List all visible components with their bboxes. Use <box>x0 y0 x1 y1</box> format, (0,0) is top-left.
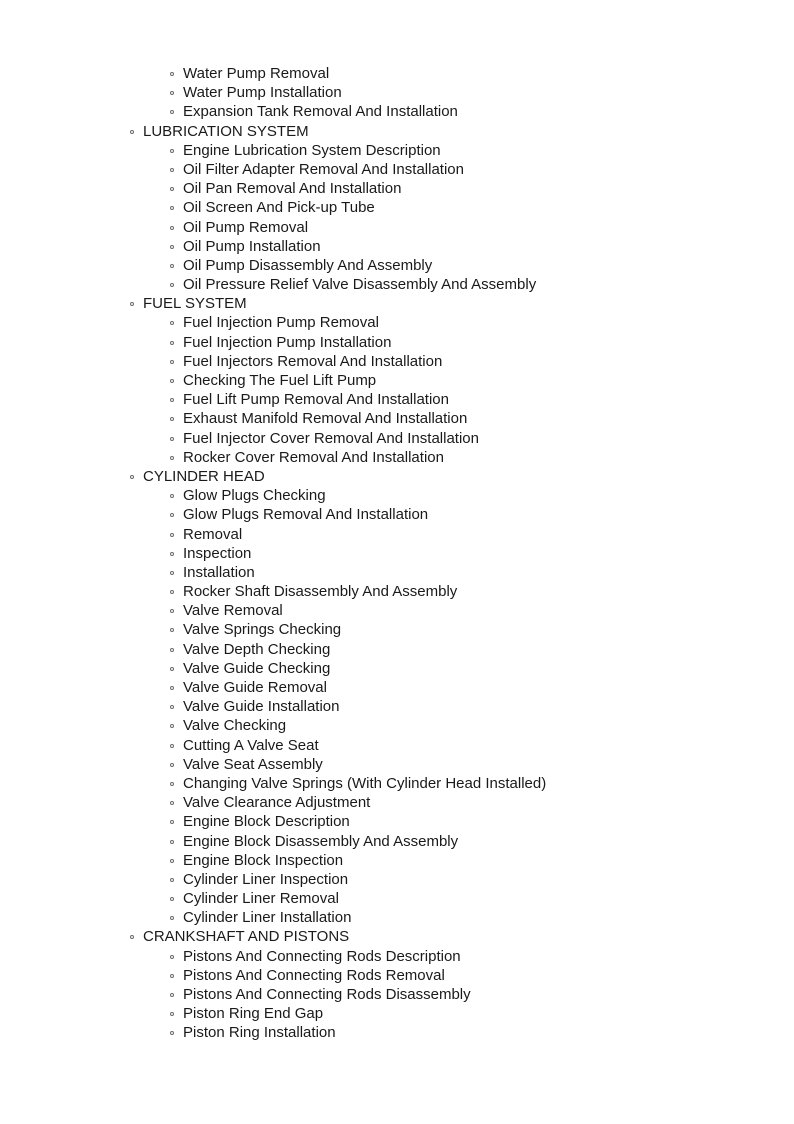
section-title: FUEL SYSTEM <box>143 295 247 313</box>
item-label: Valve Springs Checking <box>183 621 342 639</box>
bullet-icon <box>130 302 134 306</box>
toc-item-oil-pressure-relief-valve-disassembly-and-assembly <box>0 275 794 294</box>
bullet-icon <box>170 628 174 632</box>
toc-section-crankshaft-and-pistons <box>0 927 794 946</box>
bullet-icon <box>170 264 174 268</box>
toc-item-valve-guide-removal <box>0 678 794 697</box>
toc-item-valve-clearance-adjustment <box>0 793 794 812</box>
item-label: Cutting A Valve Seat <box>183 736 319 754</box>
toc-item-expansion-tank-removal-and-installation <box>0 102 794 121</box>
bullet-icon <box>170 686 174 690</box>
bullet-icon <box>170 820 174 824</box>
item-label: Valve Seat Assembly <box>183 755 323 773</box>
bullet-icon <box>170 763 174 767</box>
item-label: Pistons And Connecting Rods Description <box>183 947 461 965</box>
bullet-icon <box>170 744 174 748</box>
item-label: Oil Pan Removal And Installation <box>183 180 402 198</box>
section-title: CRANKSHAFT AND PISTONS <box>143 928 350 946</box>
item-label: Oil Screen And Pick-up Tube <box>183 199 375 217</box>
bullet-icon <box>170 226 174 230</box>
item-label: Fuel Lift Pump Removal And Installation <box>183 391 449 409</box>
bullet-icon <box>170 974 174 978</box>
item-label: Engine Block Description <box>183 813 350 831</box>
item-label: Water Pump Installation <box>183 84 342 102</box>
section-title: CYLINDER HEAD <box>143 467 265 485</box>
item-label: Oil Pump Disassembly And Assembly <box>183 256 433 274</box>
item-label: Inspection <box>183 544 252 562</box>
toc-item-pistons-and-connecting-rods-description <box>0 947 794 966</box>
item-label: Valve Removal <box>183 602 283 620</box>
toc-item-valve-seat-assembly <box>0 755 794 774</box>
item-label: Oil Pump Installation <box>183 237 321 255</box>
bullet-icon <box>170 360 174 364</box>
bullet-icon <box>170 494 174 498</box>
toc-item-engine-block-description <box>0 812 794 831</box>
toc-item-inspection <box>0 544 794 563</box>
item-label: Installation <box>183 563 255 581</box>
toc-item-cylinder-liner-removal <box>0 889 794 908</box>
bullet-icon <box>170 590 174 594</box>
bullet-icon <box>170 437 174 441</box>
bullet-icon <box>170 1031 174 1035</box>
toc-item-fuel-injection-pump-removal <box>0 313 794 332</box>
bullet-icon <box>170 609 174 613</box>
document-page <box>0 64 794 1043</box>
toc-item-water-pump-installation <box>0 83 794 102</box>
bullet-icon <box>170 801 174 805</box>
item-label: Changing Valve Springs (With Cylinder Head Installed) <box>183 774 547 792</box>
item-label: Cylinder Liner Installation <box>183 909 352 927</box>
item-label: Oil Pump Removal <box>183 218 309 236</box>
item-label: Cylinder Liner Removal <box>183 890 339 908</box>
toc-item-fuel-lift-pump-removal-and-installation <box>0 390 794 409</box>
toc-item-valve-guide-checking <box>0 659 794 678</box>
bullet-icon <box>170 897 174 901</box>
bullet-icon <box>170 782 174 786</box>
toc-item-water-pump-removal <box>0 64 794 83</box>
toc-item-glow-plugs-checking <box>0 486 794 505</box>
bullet-icon <box>170 648 174 652</box>
toc-item-oil-pan-removal-and-installation <box>0 179 794 198</box>
bullet-icon <box>170 168 174 172</box>
item-label: Engine Block Disassembly And Assembly <box>183 832 459 850</box>
toc-item-fuel-injector-cover-removal-and-installation <box>0 429 794 448</box>
item-label: Water Pump Removal <box>183 65 330 82</box>
bullet-icon <box>170 667 174 671</box>
bullet-icon <box>170 321 174 325</box>
item-label: Valve Guide Removal <box>183 679 327 696</box>
bullet-icon <box>130 935 134 939</box>
toc-item-changing-valve-springs-with-cylinder-head-installed <box>0 774 794 793</box>
toc-item-pistons-and-connecting-rods-disassembly <box>0 985 794 1004</box>
bullet-icon <box>170 187 174 191</box>
bullet-icon <box>170 859 174 863</box>
toc-item-cylinder-liner-inspection <box>0 870 794 889</box>
toc-item-valve-removal <box>0 601 794 620</box>
bullet-icon <box>170 552 174 556</box>
bullet-icon <box>170 398 174 402</box>
toc-section-cylinder-head <box>0 467 794 486</box>
toc-item-piston-ring-end-gap <box>0 1004 794 1023</box>
bullet-icon <box>170 993 174 997</box>
toc-item-valve-depth-checking <box>0 640 794 659</box>
bullet-icon <box>170 149 174 153</box>
bullet-icon <box>170 513 174 517</box>
toc-item-valve-guide-installation <box>0 697 794 716</box>
toc-section-fuel-system <box>0 294 794 313</box>
toc-item-oil-pump-installation <box>0 237 794 256</box>
bullet-icon <box>170 417 174 421</box>
toc-item-rocker-shaft-disassembly-and-assembly <box>0 582 794 601</box>
toc-section-lubrication-system <box>0 122 794 141</box>
toc-item-engine-block-inspection <box>0 851 794 870</box>
toc-item-fuel-injection-pump-installation <box>0 333 794 352</box>
item-label: Valve Guide Checking <box>183 659 331 677</box>
toc-item-removal <box>0 525 794 544</box>
item-label: Oil Filter Adapter Removal And Installation <box>183 160 464 178</box>
item-label: Valve Checking <box>183 717 287 735</box>
bullet-icon <box>130 475 134 479</box>
table-of-contents <box>0 64 794 1043</box>
bullet-icon <box>170 341 174 345</box>
toc-item-fuel-injectors-removal-and-installation <box>0 352 794 371</box>
toc-item-oil-screen-and-pick-up-tube <box>0 198 794 217</box>
toc-item-piston-ring-installation <box>0 1023 794 1042</box>
bullet-icon <box>170 91 174 95</box>
section-title: LUBRICATION SYSTEM <box>143 122 309 140</box>
item-label: Rocker Cover Removal And Installation <box>183 448 444 466</box>
toc-item-oil-filter-adapter-removal-and-installation <box>0 160 794 179</box>
bullet-icon <box>170 245 174 249</box>
bullet-icon <box>170 283 174 287</box>
toc-item-glow-plugs-removal-and-installation <box>0 505 794 524</box>
bullet-icon <box>130 130 134 134</box>
toc-item-pistons-and-connecting-rods-removal <box>0 966 794 985</box>
item-label: Checking The Fuel Lift Pump <box>183 372 377 389</box>
bullet-icon <box>170 379 174 383</box>
item-label: Engine Lubrication System Description <box>183 141 441 159</box>
bullet-icon <box>170 724 174 728</box>
toc-item-engine-block-disassembly-and-assembly <box>0 832 794 851</box>
toc-item-oil-pump-removal <box>0 218 794 237</box>
toc-item-valve-springs-checking <box>0 620 794 639</box>
item-label: Piston Ring End Gap <box>183 1005 324 1023</box>
toc-item-valve-checking <box>0 716 794 735</box>
item-label: Pistons And Connecting Rods Removal <box>183 966 445 984</box>
item-label: Glow Plugs Removal And Installation <box>183 506 429 524</box>
toc-item-engine-lubrication-system-description <box>0 141 794 160</box>
bullet-icon <box>170 1012 174 1016</box>
item-label: Glow Plugs Checking <box>183 487 326 505</box>
toc-item-checking-the-fuel-lift-pump <box>0 371 794 390</box>
item-label: Valve Clearance Adjustment <box>183 794 371 812</box>
bullet-icon <box>170 206 174 210</box>
bullet-icon <box>170 840 174 844</box>
toc-item-cutting-a-valve-seat <box>0 736 794 755</box>
bullet-icon <box>170 533 174 537</box>
toc-item-exhaust-manifold-removal-and-installation <box>0 409 794 428</box>
item-label: Fuel Injector Cover Removal And Installation <box>183 429 479 447</box>
toc-item-rocker-cover-removal-and-installation <box>0 448 794 467</box>
item-label: Rocker Shaft Disassembly And Assembly <box>183 583 458 601</box>
item-label: Cylinder Liner Inspection <box>183 870 349 888</box>
bullet-icon <box>170 110 174 114</box>
bullet-icon <box>170 878 174 882</box>
toc-item-oil-pump-disassembly-and-assembly <box>0 256 794 275</box>
bullet-icon <box>170 72 174 76</box>
item-label: Pistons And Connecting Rods Disassembly <box>183 986 471 1003</box>
item-label: Removal <box>183 525 243 543</box>
item-label: Expansion Tank Removal And Installation <box>183 103 458 121</box>
item-label: Oil Pressure Relief Valve Disassembly And Assembly <box>183 276 537 294</box>
item-label: Exhaust Manifold Removal And Installation <box>183 410 468 428</box>
item-label: Fuel Injectors Removal And Installation <box>183 352 443 370</box>
bullet-icon <box>170 955 174 959</box>
item-label: Piston Ring Installation <box>183 1024 336 1042</box>
bullet-icon <box>170 916 174 920</box>
toc-item-cylinder-liner-installation <box>0 908 794 927</box>
item-label: Fuel Injection Pump Installation <box>183 333 392 351</box>
item-label: Valve Depth Checking <box>183 640 331 658</box>
bullet-icon <box>170 456 174 460</box>
item-label: Engine Block Inspection <box>183 851 344 869</box>
bullet-icon <box>170 571 174 575</box>
toc-item-installation <box>0 563 794 582</box>
item-label: Valve Guide Installation <box>183 698 340 716</box>
item-label: Fuel Injection Pump Removal <box>183 314 379 332</box>
bullet-icon <box>170 705 174 709</box>
